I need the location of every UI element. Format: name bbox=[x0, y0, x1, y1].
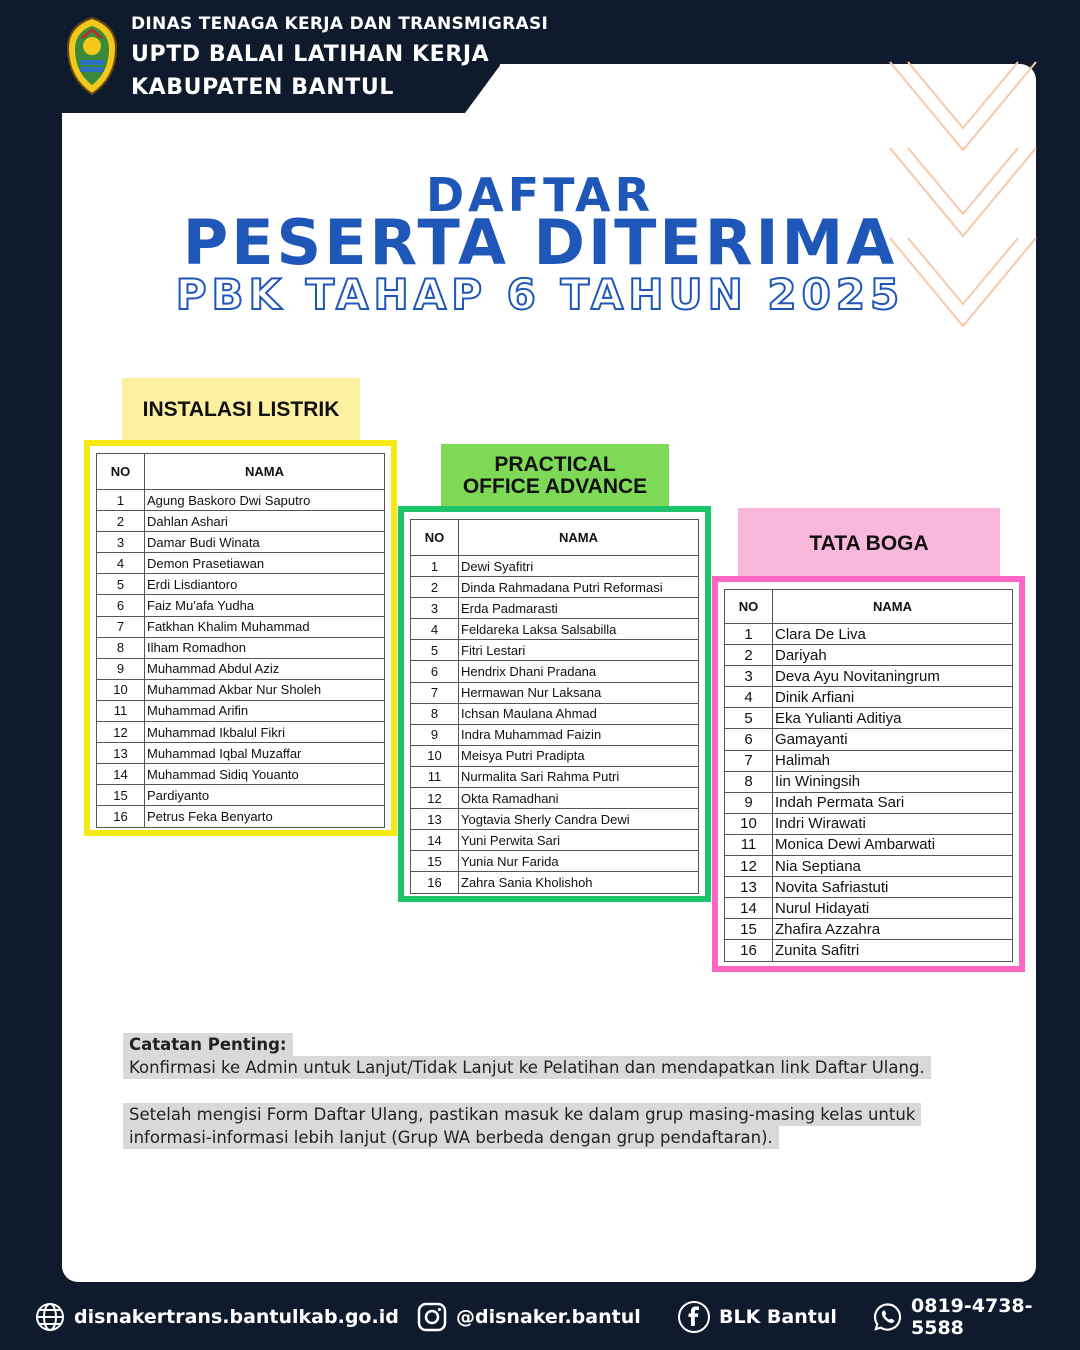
table-row bbox=[725, 771, 1013, 792]
important-notes bbox=[123, 1033, 953, 1173]
cell-nama: Nurul Hidayati bbox=[773, 898, 1013, 919]
column-header-no: NO bbox=[725, 590, 773, 624]
table-row bbox=[97, 553, 385, 574]
table-row bbox=[411, 830, 699, 851]
cell-no: 14 bbox=[725, 898, 773, 919]
table-row bbox=[725, 856, 1013, 877]
class-label-practical-office bbox=[441, 444, 669, 507]
bantul-emblem-icon bbox=[64, 16, 120, 96]
table-row bbox=[411, 577, 699, 598]
header-region: KABUPATEN BANTUL bbox=[131, 75, 394, 100]
column-header-no: NO bbox=[97, 454, 145, 490]
cell-no: 4 bbox=[97, 553, 145, 574]
cell-no: 8 bbox=[725, 771, 773, 792]
cell-no: 6 bbox=[97, 595, 145, 616]
cell-nama: Dahlan Ashari bbox=[145, 511, 385, 532]
cell-nama: Muhammad Arifin bbox=[145, 700, 385, 721]
table-row bbox=[411, 682, 699, 703]
column-header-nama: NAMA bbox=[459, 520, 699, 556]
cell-no: 2 bbox=[725, 645, 773, 666]
table-row bbox=[97, 806, 385, 827]
table-row bbox=[97, 595, 385, 616]
table-row bbox=[725, 877, 1013, 898]
class-name-line2: OFFICE ADVANCE bbox=[462, 474, 648, 498]
cell-no: 8 bbox=[411, 703, 459, 724]
cell-nama: Hendrix Dhani Pradana bbox=[459, 661, 699, 682]
table-row bbox=[97, 743, 385, 764]
cell-nama: Nia Septiana bbox=[773, 856, 1013, 877]
cell-nama: Erdi Lisdiantoro bbox=[145, 574, 385, 595]
cell-nama: Fatkhan Khalim Muhammad bbox=[145, 616, 385, 637]
table-row bbox=[97, 616, 385, 637]
cell-nama: Zahra Sania Kholishoh bbox=[459, 872, 699, 893]
table-row bbox=[725, 708, 1013, 729]
table-row bbox=[411, 788, 699, 809]
class-name: TATA BOGA bbox=[809, 532, 929, 555]
class-name-line1: PRACTICAL bbox=[494, 452, 616, 476]
cell-nama: Indah Permata Sari bbox=[773, 792, 1013, 813]
title-daftar: DAFTAR bbox=[425, 168, 655, 222]
table-row bbox=[725, 898, 1013, 919]
cell-no: 15 bbox=[411, 851, 459, 872]
cell-no: 5 bbox=[97, 574, 145, 595]
cell-no: 7 bbox=[411, 682, 459, 703]
notes-title: Catatan Penting: bbox=[123, 1033, 293, 1056]
table-row bbox=[97, 658, 385, 679]
cell-no: 4 bbox=[411, 619, 459, 640]
cell-no: 14 bbox=[97, 764, 145, 785]
cell-no: 7 bbox=[725, 750, 773, 771]
cell-no: 2 bbox=[411, 577, 459, 598]
class-label-tata-boga bbox=[738, 508, 1000, 580]
cell-nama: Monica Dewi Ambarwati bbox=[773, 834, 1013, 855]
table-row bbox=[97, 722, 385, 743]
cell-no: 3 bbox=[97, 532, 145, 553]
table-row bbox=[97, 637, 385, 658]
table-row bbox=[411, 640, 699, 661]
table-row bbox=[411, 745, 699, 766]
table-row bbox=[411, 556, 699, 577]
cell-no: 13 bbox=[725, 877, 773, 898]
cell-nama: Clara De Liva bbox=[773, 624, 1013, 645]
cell-no: 3 bbox=[725, 666, 773, 687]
footer-facebook[interactable] bbox=[677, 1296, 837, 1338]
cell-nama: Dewi Syafitri bbox=[459, 556, 699, 577]
column-header-nama: NAMA bbox=[773, 590, 1013, 624]
cell-no: 12 bbox=[411, 788, 459, 809]
cell-nama: Zunita Safitri bbox=[773, 940, 1013, 961]
table-row bbox=[411, 724, 699, 745]
cell-nama: Okta Ramadhani bbox=[459, 788, 699, 809]
table-row bbox=[97, 574, 385, 595]
participants-table bbox=[96, 453, 385, 828]
cell-no: 9 bbox=[725, 792, 773, 813]
cell-no: 7 bbox=[97, 616, 145, 637]
cell-nama: Ichsan Maulana Ahmad bbox=[459, 703, 699, 724]
table-row bbox=[97, 785, 385, 806]
cell-no: 15 bbox=[97, 785, 145, 806]
cell-nama: Muhammad Abdul Aziz bbox=[145, 658, 385, 679]
cell-nama: Fitri Lestari bbox=[459, 640, 699, 661]
table-row bbox=[411, 619, 699, 640]
table-row bbox=[725, 919, 1013, 940]
cell-nama: Yunia Nur Farida bbox=[459, 851, 699, 872]
cell-nama: Pardiyanto bbox=[145, 785, 385, 806]
instagram-icon bbox=[416, 1301, 448, 1333]
header-unit: UPTD BALAI LATIHAN KERJA bbox=[131, 42, 490, 67]
cell-nama: Eka Yulianti Aditiya bbox=[773, 708, 1013, 729]
cell-nama: Yuni Perwita Sari bbox=[459, 830, 699, 851]
cell-no: 11 bbox=[411, 766, 459, 787]
table-row bbox=[725, 687, 1013, 708]
table-row bbox=[411, 766, 699, 787]
cell-no: 10 bbox=[725, 813, 773, 834]
cell-nama: Feldareka Laksa Salsabilla bbox=[459, 619, 699, 640]
cell-no: 1 bbox=[97, 490, 145, 511]
cell-nama: Muhammad Sidiq Youanto bbox=[145, 764, 385, 785]
cell-no: 11 bbox=[97, 700, 145, 721]
table-frame-instalasi-listrik bbox=[84, 440, 397, 836]
table-frame-practical-office bbox=[398, 506, 711, 902]
title-subtitle: PBK TAHAP 6 TAHUN 2025 bbox=[175, 270, 905, 319]
table-row bbox=[725, 834, 1013, 855]
table-row bbox=[725, 750, 1013, 771]
table-row bbox=[411, 809, 699, 830]
class-name: INSTALASI LISTRIK bbox=[142, 398, 340, 421]
title-peserta-diterima: PESERTA DITERIMA bbox=[182, 206, 898, 279]
cell-nama: Deva Ayu Novitaningrum bbox=[773, 666, 1013, 687]
table-row bbox=[725, 792, 1013, 813]
table-row bbox=[97, 764, 385, 785]
cell-no: 1 bbox=[411, 556, 459, 577]
cell-no: 5 bbox=[725, 708, 773, 729]
class-label-instalasi-listrik bbox=[122, 378, 360, 442]
cell-no: 10 bbox=[411, 745, 459, 766]
table-row bbox=[725, 813, 1013, 834]
table-row bbox=[725, 666, 1013, 687]
cell-nama: Damar Budi Winata bbox=[145, 532, 385, 553]
cell-no: 12 bbox=[725, 856, 773, 877]
cell-no: 1 bbox=[725, 624, 773, 645]
cell-nama: Indri Wirawati bbox=[773, 813, 1013, 834]
table-row bbox=[97, 679, 385, 700]
cell-nama: Petrus Feka Benyarto bbox=[145, 806, 385, 827]
cell-no: 8 bbox=[97, 637, 145, 658]
table-row bbox=[97, 490, 385, 511]
cell-no: 6 bbox=[411, 661, 459, 682]
footer-website-text: disnakertrans.bantulkab.go.id bbox=[74, 1306, 399, 1328]
cell-no: 4 bbox=[725, 687, 773, 708]
cell-no: 5 bbox=[411, 640, 459, 661]
cell-no: 16 bbox=[411, 872, 459, 893]
cell-nama: Hermawan Nur Laksana bbox=[459, 682, 699, 703]
cell-nama: Indra Muhammad Faizin bbox=[459, 724, 699, 745]
table-row bbox=[97, 511, 385, 532]
cell-nama: Erda Padmarasti bbox=[459, 598, 699, 619]
cell-no: 13 bbox=[411, 809, 459, 830]
column-header-no: NO bbox=[411, 520, 459, 556]
cell-nama: Faiz Mu'afa Yudha bbox=[145, 595, 385, 616]
cell-nama: Nurmalita Sari Rahma Putri bbox=[459, 766, 699, 787]
cell-no: 16 bbox=[97, 806, 145, 827]
cell-nama: Muhammad Ikbalul Fikri bbox=[145, 722, 385, 743]
cell-no: 13 bbox=[97, 743, 145, 764]
cell-no: 12 bbox=[97, 722, 145, 743]
cell-no: 11 bbox=[725, 834, 773, 855]
cell-nama: Halimah bbox=[773, 750, 1013, 771]
cell-no: 10 bbox=[97, 679, 145, 700]
globe-icon bbox=[34, 1301, 66, 1333]
cell-nama: Iin Winingsih bbox=[773, 771, 1013, 792]
table-row bbox=[411, 872, 699, 893]
table-row bbox=[411, 851, 699, 872]
table-row bbox=[725, 940, 1013, 961]
table-row bbox=[725, 729, 1013, 750]
cell-no: 14 bbox=[411, 830, 459, 851]
table-row bbox=[97, 700, 385, 721]
cell-no: 9 bbox=[411, 724, 459, 745]
column-header-nama: NAMA bbox=[145, 454, 385, 490]
cell-nama: Muhammad Iqbal Muzaffar bbox=[145, 743, 385, 764]
cell-nama: Dinik Arfiani bbox=[773, 687, 1013, 708]
participants-table bbox=[410, 519, 699, 894]
header-agency: DINAS TENAGA KERJA DAN TRANSMIGRASI bbox=[131, 14, 549, 34]
footer-whatsapp[interactable] bbox=[872, 1296, 1080, 1338]
footer-website[interactable] bbox=[34, 1296, 399, 1338]
table-row bbox=[411, 703, 699, 724]
cell-nama: Novita Safriastuti bbox=[773, 877, 1013, 898]
cell-nama: Zhafira Azzahra bbox=[773, 919, 1013, 940]
participants-table bbox=[724, 589, 1013, 962]
notes-paragraph-1: Konfirmasi ke Admin untuk Lanjut/Tidak Lanjut ke Pelatihan dan mendapatkan link Daftar Ulang. bbox=[123, 1056, 931, 1079]
table-frame-tata-boga bbox=[712, 576, 1025, 972]
table-row bbox=[97, 532, 385, 553]
cell-no: 15 bbox=[725, 919, 773, 940]
cell-no: 6 bbox=[725, 729, 773, 750]
footer-instagram[interactable] bbox=[416, 1296, 641, 1338]
cell-no: 2 bbox=[97, 511, 145, 532]
cell-nama: Yogtavia Sherly Candra Dewi bbox=[459, 809, 699, 830]
table-row bbox=[411, 598, 699, 619]
cell-no: 9 bbox=[97, 658, 145, 679]
notes-paragraph-2: Setelah mengisi Form Daftar Ulang, pastikan masuk ke dalam grup masing-masing kelas untuk informasi-informasi lebih lanjut (Grup WA berbeda dengan grup pendaftaran). bbox=[123, 1103, 921, 1149]
footer-instagram-text: @disnaker.bantul bbox=[456, 1306, 641, 1328]
cell-nama: Demon Prasetiawan bbox=[145, 553, 385, 574]
cell-no: 3 bbox=[411, 598, 459, 619]
footer-facebook-text: BLK Bantul bbox=[719, 1306, 837, 1328]
cell-nama: Agung Baskoro Dwi Saputro bbox=[145, 490, 385, 511]
footer-whatsapp-text: 0819-4738-5588 bbox=[911, 1295, 1033, 1339]
class-name bbox=[463, 454, 647, 498]
facebook-icon bbox=[677, 1300, 711, 1334]
table-row bbox=[725, 645, 1013, 666]
table-row bbox=[725, 624, 1013, 645]
table-row bbox=[411, 661, 699, 682]
cell-nama: Muhammad Akbar Nur Sholeh bbox=[145, 679, 385, 700]
cell-nama: Meisya Putri Pradipta bbox=[459, 745, 699, 766]
whatsapp-icon bbox=[872, 1301, 903, 1333]
cell-nama: Dinda Rahmadana Putri Reformasi bbox=[459, 577, 699, 598]
cell-nama: Ilham Romadhon bbox=[145, 637, 385, 658]
cell-nama: Dariyah bbox=[773, 645, 1013, 666]
cell-no: 16 bbox=[725, 940, 773, 961]
cell-nama: Gamayanti bbox=[773, 729, 1013, 750]
